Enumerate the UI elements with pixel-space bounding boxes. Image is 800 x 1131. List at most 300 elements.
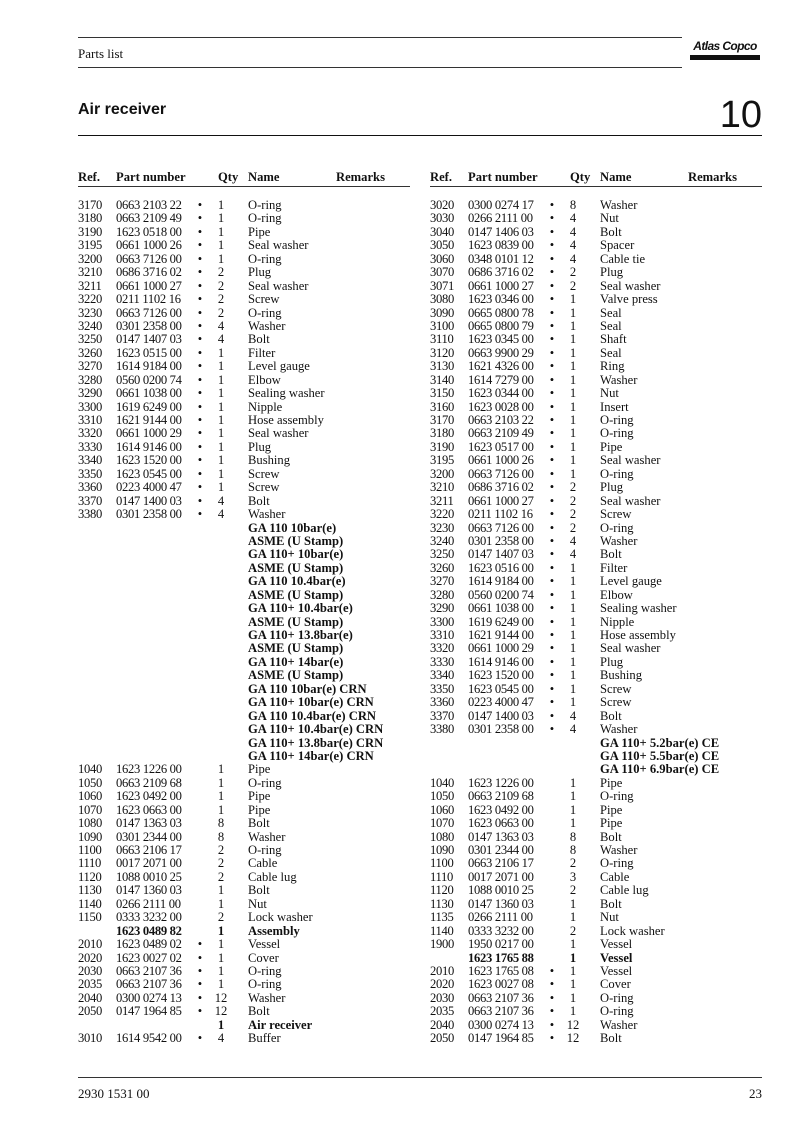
ref-cell: 3190 (430, 439, 454, 454)
ref-cell: 3090 (430, 305, 454, 320)
qty-cell: 1 (569, 292, 577, 307)
ref-cell: 3350 (78, 466, 102, 481)
parts-row (78, 481, 410, 494)
name-cell: O-ring (248, 977, 282, 992)
name-cell: Lock washer (600, 923, 665, 938)
name-cell: Sealing washer (600, 601, 677, 616)
name-cell: Cable lug (600, 883, 649, 898)
parts-row (78, 280, 410, 293)
part-number-cell: 0301 2344 00 (116, 829, 182, 844)
parts-row (78, 253, 410, 266)
part-number-cell: 1614 9146 00 (116, 439, 182, 454)
qty-cell: 2 (217, 843, 225, 857)
part-number-cell: 1623 0027 02 (116, 950, 182, 965)
ref-cell: 3200 (78, 251, 102, 266)
ref-cell: 1070 (430, 816, 454, 831)
parts-row (78, 401, 410, 414)
bullet-cell: • (549, 265, 555, 280)
name-cell: Washer (248, 318, 286, 333)
left-header-rule (78, 186, 410, 187)
name-cell: Shaft (600, 332, 627, 347)
part-number-cell: 1623 0489 02 (116, 937, 182, 952)
ref-cell: 2010 (78, 937, 102, 952)
qty-cell: 1 (569, 681, 577, 696)
name-cell: GA 110+ 13.8bar(e) (248, 628, 353, 642)
parts-row (430, 441, 762, 454)
qty-cell: 1 (217, 963, 225, 978)
part-number-cell: 0147 1407 03 (116, 332, 182, 347)
name-cell: Cable (248, 856, 278, 871)
name-cell: GA 110 10.4bar(e) CRN (248, 708, 377, 723)
qty-cell: 4 (569, 211, 577, 226)
name-cell: Pipe (248, 802, 271, 817)
parts-row (78, 925, 410, 938)
parts-row (78, 1019, 410, 1032)
part-number-cell: 1623 1226 00 (468, 775, 534, 790)
bullet-cell: • (197, 977, 203, 992)
name-cell: Screw (248, 292, 280, 307)
part-number-cell: 0301 2358 00 (468, 722, 534, 737)
bullet-cell: • (197, 399, 203, 414)
ref-cell: 1100 (78, 843, 102, 857)
parts-row (430, 589, 762, 602)
part-number-cell: 0663 2103 22 (116, 198, 182, 212)
ref-cell: 2050 (78, 1004, 102, 1019)
ref-cell: 1900 (430, 937, 454, 952)
name-cell: Cable lug (248, 869, 297, 884)
name-cell: O-ring (248, 775, 282, 790)
parts-row (430, 226, 762, 239)
ref-cell: 3320 (430, 641, 454, 656)
ref-cell: 3110 (430, 332, 454, 347)
name-cell: ASME (U Stamp) (248, 668, 344, 683)
bullet-cell: • (549, 963, 555, 978)
name-cell: Seal washer (248, 426, 309, 441)
bullet-cell: • (549, 211, 555, 226)
bullet-cell: • (549, 1017, 555, 1032)
qty-cell: 1 (569, 816, 577, 831)
ref-cell: 3195 (430, 453, 454, 468)
parts-row (430, 938, 762, 951)
part-number-cell: 1621 9144 00 (468, 628, 534, 642)
parts-row (430, 374, 762, 387)
part-number-cell: 0663 2109 49 (468, 426, 534, 441)
ref-cell: 1040 (78, 762, 102, 777)
bullet-cell: • (197, 198, 203, 212)
part-number-cell: 1614 9184 00 (468, 574, 534, 589)
part-number-cell: 0663 2103 22 (468, 413, 534, 427)
name-cell: GA 110+ 10.4bar(e) (248, 601, 353, 616)
name-cell: GA 110 10.4bar(e) (248, 574, 346, 589)
parts-row (78, 374, 410, 387)
part-number-cell: 0266 2111 00 (116, 896, 181, 911)
ref-cell: 3280 (430, 587, 454, 602)
qty-cell: 1 (569, 560, 577, 575)
qty-cell: 2 (569, 278, 577, 293)
name-cell: Washer (248, 990, 286, 1005)
part-number-cell: 1614 9184 00 (116, 359, 182, 374)
header-top-rule (78, 37, 682, 38)
qty-cell: 2 (569, 507, 577, 522)
ref-cell: 1090 (430, 843, 454, 857)
bullet-cell: • (197, 963, 203, 978)
ref-cell: 3150 (430, 386, 454, 401)
qty-cell: 8 (217, 829, 225, 844)
parts-row (78, 710, 410, 723)
part-number-cell: 1614 9146 00 (468, 654, 534, 669)
parts-row (78, 1005, 410, 1018)
part-number-cell: 0661 1000 27 (468, 493, 534, 508)
qty-cell: 4 (217, 507, 225, 522)
part-number-cell: 1623 0344 00 (468, 386, 534, 401)
name-cell: Screw (600, 695, 632, 710)
name-cell: Bolt (600, 1031, 622, 1046)
name-cell: Hose assembly (600, 628, 676, 642)
name-cell: Screw (600, 681, 632, 696)
name-cell: O-ring (600, 520, 634, 535)
ref-cell: 3380 (78, 507, 102, 522)
parts-row (430, 548, 762, 561)
name-cell: GA 110+ 13.8bar(e) CRN (248, 735, 384, 750)
bullet-cell: • (197, 278, 203, 293)
name-cell: Cover (600, 977, 631, 992)
name-cell: Seal washer (600, 278, 661, 293)
ref-cell: 3220 (430, 507, 454, 522)
parts-row (78, 307, 410, 320)
parts-row (78, 978, 410, 991)
name-cell: Seal (600, 318, 622, 333)
ref-cell: 3211 (430, 493, 454, 508)
ref-cell: 2020 (78, 950, 102, 965)
part-number-cell: 1623 1765 08 (468, 963, 534, 978)
part-number-cell: 1619 6249 00 (468, 614, 534, 629)
part-number-cell: 0300 0274 13 (468, 1017, 534, 1032)
bullet-cell: • (197, 372, 203, 387)
qty-cell: 1 (217, 198, 225, 212)
parts-row (430, 992, 762, 1005)
parts-row (430, 656, 762, 669)
bullet-cell: • (197, 439, 203, 454)
parts-row (78, 454, 410, 467)
name-cell: O-ring (248, 211, 282, 226)
qty-cell: 4 (217, 332, 225, 347)
name-cell: Elbow (600, 587, 633, 602)
bullet-cell: • (549, 453, 555, 468)
ref-cell: 3250 (78, 332, 102, 347)
name-cell: Buffer (248, 1031, 281, 1046)
qty-cell: 1 (569, 305, 577, 320)
ref-cell: 3160 (430, 399, 454, 414)
parts-row (430, 253, 762, 266)
qty-cell: 2 (569, 493, 577, 508)
parts-row (78, 790, 410, 803)
part-number-cell: 0223 4000 47 (116, 480, 182, 495)
qty-cell: 1 (217, 372, 225, 387)
ref-cell: 3250 (430, 547, 454, 562)
parts-row (78, 347, 410, 360)
part-number-cell: 1623 0027 08 (468, 977, 534, 992)
qty-cell: 4 (217, 493, 225, 508)
parts-row (430, 723, 762, 736)
parts-row (78, 737, 410, 750)
ref-cell: 3360 (78, 480, 102, 495)
part-number-cell: 1623 0345 00 (468, 332, 534, 347)
name-cell: Level gauge (248, 359, 310, 374)
ref-cell: 3070 (430, 265, 454, 280)
part-number-cell: 0665 0800 79 (468, 318, 534, 333)
ref-cell: 3290 (78, 386, 102, 401)
name-cell: Vessel (600, 937, 633, 952)
name-cell: Seal washer (600, 453, 661, 468)
qty-cell: 4 (569, 722, 577, 737)
qty-cell: 8 (217, 816, 225, 831)
name-cell: Bolt (600, 547, 622, 562)
part-number-cell: 0663 2109 49 (116, 211, 182, 226)
part-number-cell: 0300 0274 13 (116, 990, 182, 1005)
ref-cell: 3170 (78, 198, 102, 212)
qty-cell: 1 (569, 399, 577, 414)
col-header-qty: Qty (570, 170, 591, 184)
part-number-cell: 0663 2107 36 (116, 963, 182, 978)
section-title: Air receiver (78, 101, 167, 118)
part-number-cell: 0147 1406 03 (468, 224, 534, 239)
part-number-cell: 0663 2106 17 (468, 856, 534, 871)
bullet-cell: • (549, 708, 555, 723)
ref-cell: 1060 (430, 802, 454, 817)
qty-cell: 2 (217, 305, 225, 320)
ref-cell: 3190 (78, 224, 102, 239)
header-label: Parts list (78, 46, 124, 61)
qty-cell: 1 (569, 641, 577, 656)
ref-cell: 3360 (430, 695, 454, 710)
part-number-cell: 1621 4326 00 (468, 359, 534, 374)
parts-row (78, 763, 410, 776)
name-cell: O-ring (600, 413, 634, 427)
part-number-cell: 0560 0200 74 (116, 372, 182, 387)
ref-cell: 3270 (430, 574, 454, 589)
bullet-cell: • (549, 413, 555, 427)
left-parts-list (78, 199, 410, 1046)
qty-cell: 1 (217, 466, 225, 481)
parts-row (430, 293, 762, 306)
part-number-cell: 0665 0800 78 (468, 305, 534, 320)
qty-cell: 12 (214, 990, 228, 1005)
col-header-qty: Qty (218, 170, 239, 184)
ref-cell: 3100 (430, 318, 454, 333)
qty-cell: 1 (569, 1004, 577, 1019)
ref-cell: 3195 (78, 238, 102, 253)
parts-row (78, 750, 410, 763)
qty-cell: 2 (569, 265, 577, 280)
name-cell: Pipe (248, 224, 271, 239)
col-header-remarks: Remarks (688, 170, 737, 184)
qty-cell: 1 (569, 789, 577, 804)
name-cell: Level gauge (600, 574, 662, 589)
part-number-cell: 1623 0545 00 (468, 681, 534, 696)
part-number-cell: 1623 0545 00 (116, 466, 182, 481)
bullet-cell: • (549, 372, 555, 387)
name-cell: GA 110+ 10bar(e) CRN (248, 695, 374, 710)
parts-row (430, 817, 762, 830)
logo-wordmark: Atlas Copco (693, 39, 757, 53)
qty-cell: 1 (217, 359, 225, 374)
name-cell: O-ring (600, 789, 634, 804)
parts-row (430, 347, 762, 360)
parts-row (430, 777, 762, 790)
ref-cell: 1140 (78, 896, 102, 911)
part-number-cell: 1621 9144 00 (116, 413, 182, 427)
name-cell: O-ring (600, 466, 634, 481)
ref-cell: 2040 (78, 990, 102, 1005)
parts-row (430, 427, 762, 440)
qty-cell: 8 (569, 843, 577, 857)
parts-row (430, 710, 762, 723)
bullet-cell: • (549, 547, 555, 562)
bullet-cell: • (549, 574, 555, 589)
part-number-cell: 0661 1000 29 (468, 641, 534, 656)
bullet-cell: • (197, 386, 203, 401)
name-cell: Seal washer (600, 493, 661, 508)
parts-row (430, 669, 762, 682)
parts-row (430, 884, 762, 897)
name-cell: Washer (248, 507, 286, 522)
name-cell: O-ring (248, 198, 282, 212)
ref-cell: 1070 (78, 802, 102, 817)
name-cell: Seal (600, 305, 622, 320)
name-cell: Pipe (600, 439, 623, 454)
bullet-cell: • (197, 507, 203, 522)
parts-row (430, 898, 762, 911)
parts-row (430, 871, 762, 884)
ref-cell: 3300 (430, 614, 454, 629)
bullet-cell: • (197, 238, 203, 253)
bullet-cell: • (549, 722, 555, 737)
bullet-cell: • (197, 480, 203, 495)
parts-row (430, 414, 762, 427)
parts-row (430, 280, 762, 293)
bullet-cell: • (549, 198, 555, 212)
qty-cell: 1 (217, 453, 225, 468)
parts-row (78, 656, 410, 669)
qty-cell: 8 (569, 198, 577, 212)
qty-cell: 1 (217, 439, 225, 454)
name-cell: Hose assembly (248, 413, 324, 427)
bullet-cell: • (549, 560, 555, 575)
name-cell: ASME (U Stamp) (248, 587, 344, 602)
parts-row (78, 535, 410, 548)
qty-cell: 12 (566, 1031, 580, 1046)
name-cell: Nut (600, 211, 619, 226)
part-number-cell: 0661 1038 00 (116, 386, 182, 401)
bullet-cell: • (549, 654, 555, 669)
name-cell: Cover (248, 950, 279, 965)
parts-row (78, 575, 410, 588)
part-number-cell: 0211 1102 16 (468, 507, 533, 522)
parts-row (78, 226, 410, 239)
ref-cell: 1040 (430, 775, 454, 790)
ref-cell: 2010 (430, 963, 454, 978)
name-cell: Bolt (248, 332, 270, 347)
name-cell: Bushing (600, 668, 642, 683)
name-cell: GA 110 10bar(e) (248, 520, 337, 535)
header-bottom-rule (78, 67, 682, 68)
bullet-cell: • (197, 318, 203, 333)
parts-row (430, 535, 762, 548)
part-number-cell: 1623 0663 00 (116, 802, 182, 817)
part-number-cell: 0211 1102 16 (116, 292, 181, 307)
name-cell: Cable (600, 869, 630, 884)
bullet-cell: • (549, 359, 555, 374)
part-number-cell: 0661 1000 26 (468, 453, 534, 468)
name-cell: Sealing washer (248, 386, 325, 401)
ref-cell: 2020 (430, 977, 454, 992)
qty-cell: 1 (569, 896, 577, 911)
qty-cell: 2 (217, 910, 225, 925)
title-rule (78, 135, 762, 136)
name-cell: Screw (600, 507, 632, 522)
qty-cell: 1 (569, 601, 577, 616)
ref-cell: 3030 (430, 211, 454, 226)
bullet-cell: • (197, 937, 203, 952)
parts-row (78, 212, 410, 225)
part-number-cell: 0147 1964 85 (116, 1004, 182, 1019)
part-number-cell: 0661 1000 26 (116, 238, 182, 253)
parts-row (78, 266, 410, 279)
part-number-cell: 0147 1363 03 (116, 816, 182, 831)
qty-cell: 1 (569, 977, 577, 992)
name-cell: O-ring (600, 1004, 634, 1019)
name-cell: Vessel (248, 937, 281, 952)
name-cell: Bolt (248, 1004, 270, 1019)
parts-row (78, 320, 410, 333)
qty-cell: 1 (217, 480, 225, 495)
qty-cell: 1 (217, 345, 225, 360)
part-number-cell: 0348 0101 12 (468, 251, 534, 266)
part-number-cell: 0147 1400 03 (468, 708, 534, 723)
bullet-cell: • (197, 990, 203, 1005)
col-header-ref: Ref. (78, 170, 101, 184)
parts-row (430, 562, 762, 575)
bullet-cell: • (549, 251, 555, 266)
ref-cell: 3310 (430, 628, 454, 642)
qty-cell: 1 (569, 668, 577, 683)
ref-cell: 3120 (430, 345, 454, 360)
name-cell: Washer (600, 372, 638, 387)
name-cell: GA 110 10bar(e) CRN (248, 681, 367, 696)
qty-cell: 1 (569, 453, 577, 468)
qty-cell: 1 (217, 251, 225, 266)
name-cell: Assembly (248, 923, 300, 938)
part-number-cell: 0300 0274 17 (468, 198, 534, 212)
parts-row (430, 575, 762, 588)
ref-cell: 1050 (430, 789, 454, 804)
part-number-cell: 1623 1765 88 (468, 950, 534, 965)
parts-row (78, 911, 410, 924)
ref-cell: 3330 (78, 439, 102, 454)
ref-cell: 1135 (430, 910, 454, 925)
part-number-cell: 1623 0516 00 (468, 560, 534, 575)
name-cell: GA 110+ 5.2bar(e) CE (600, 735, 720, 750)
name-cell: GA 110+ 10bar(e) (248, 547, 344, 562)
bullet-cell: • (549, 426, 555, 441)
bullet-cell: • (549, 399, 555, 414)
ref-cell: 1150 (78, 910, 102, 925)
bullet-cell: • (197, 1031, 203, 1046)
qty-cell: 1 (569, 802, 577, 817)
bullet-cell: • (197, 453, 203, 468)
parts-row (78, 871, 410, 884)
part-number-cell: 0663 2107 36 (468, 990, 534, 1005)
